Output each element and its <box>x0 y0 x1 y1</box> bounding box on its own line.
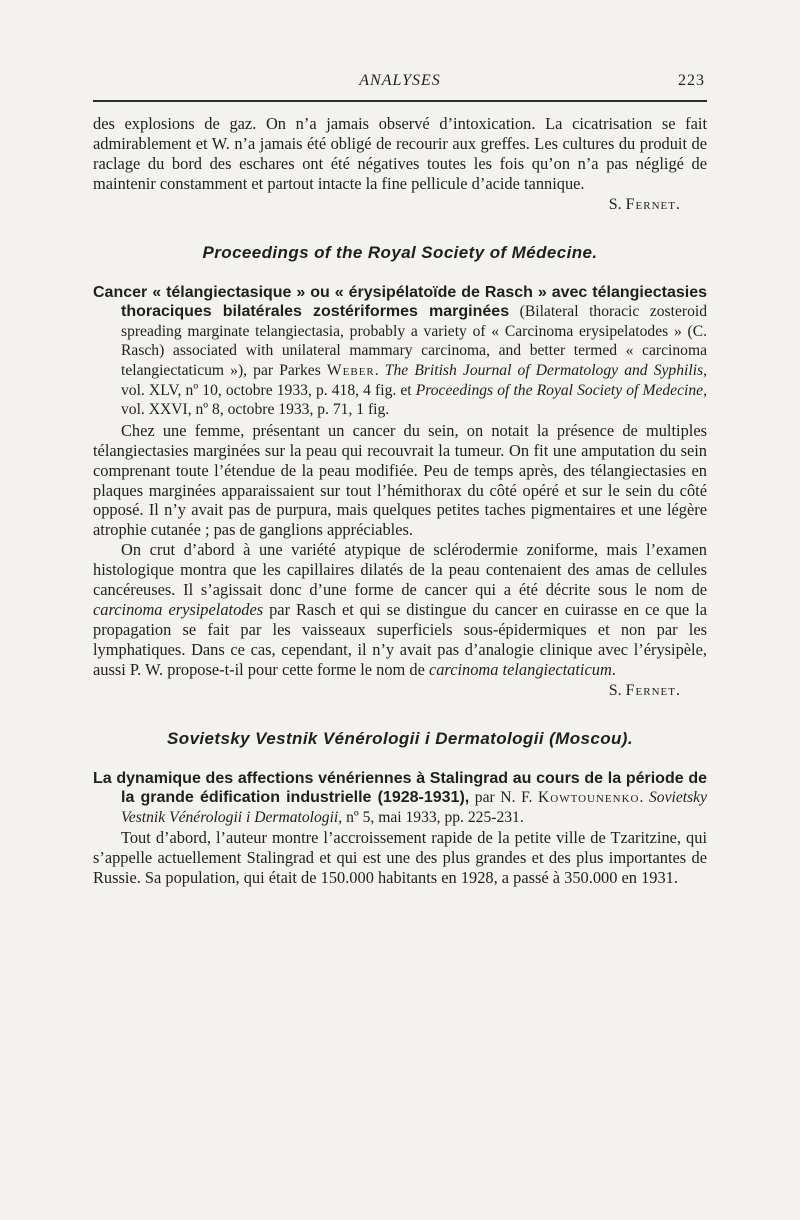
article-ref-2: , vol. XXVI, nº 8, octobre 1933, p. 71, 1 fig. <box>121 381 707 419</box>
paragraph-text: On crut d’abord à une variété atypique de sclérodermie zoniforme, mais l’examen histologique montra que les capillaires dilatés de la peau contenaient des amas de cellules cancéreuses. Il s’agissait donc d’une forme de cancer qui a été décrite sous le nom de <box>93 540 707 600</box>
signature-initial: S. <box>608 681 626 699</box>
article-journal-2: Proceedings of the Royal Society of Medecine <box>415 381 704 399</box>
journal-heading-royal-society: Proceedings of the Royal Society of Médecine. <box>202 242 598 262</box>
intro-signature <box>93 195 707 215</box>
article-title: La dynamique des affections vénériennes à Stalingrad au cours de la période de la grande édification industrielle (1928-1931), <box>93 769 707 807</box>
article-after-author: . <box>639 789 649 807</box>
body-paragraph: Chez une femme, présentant un cancer du sein, on notait la présence de multiples télangiectasies marginées sur la peau qui recouvrait la tumeur. On fit une amputation du sein comprenant toute l’étendue de la peau modifiée. Peu de temps après, des télangiectasies en plaques marginées apparaissaient sur tout l’hémithorax du côté opéré et sur le sein du côté opposé. Il n’y avait pas de purpura, mais quelques petites taches pigmentaires et une légère atrophie cutanée ; pas de ganglions appréciables. <box>93 420 707 540</box>
article-entry-cancer <box>93 283 707 420</box>
article-ref-1: , vol. XLV, nº 10, octobre 1933, p. 418, 4 fig. et <box>121 362 707 399</box>
running-title: ANALYSES <box>359 72 441 89</box>
signature-name: Fernet. <box>625 681 681 699</box>
article-entry-stalingrad <box>93 769 707 828</box>
article-journal: Sovietsky Vestnik Vénérologii i Dermatologii <box>121 789 707 826</box>
intro-paragraph: des explosions de gaz. On n’a jamais observé d’intoxication. La cicatrisation se fait admirablement et W. n’a jamais été obligé de recourir aux greffes. Les cultures du produit de raclage du bord des eschares ont été négatives toutes les fois qu’on n’a pas négligé de maintenir constamment et partout intacte la fine pellicule d’acide tannique. <box>93 114 707 193</box>
signature-name: Fernet. <box>625 195 681 213</box>
article-author: Weber <box>326 362 375 379</box>
paragraph-text: . <box>611 659 616 679</box>
journal-heading-sovietsky: Sovietsky Vestnik Vénérologii i Dermatologii (Moscou). <box>167 728 633 748</box>
page-header <box>93 70 707 94</box>
paragraph-italic: carcinoma erysipelatodes <box>93 599 264 619</box>
page-number: 223 <box>678 72 705 89</box>
article-author: Kowtounenko <box>537 789 640 807</box>
paragraph-italic: carcinoma telangiectaticum <box>428 659 612 679</box>
paragraph-text: par Rasch et qui se distingue du cancer en cuirasse en ce que la propagation se fait par les vaisseaux superficiels sous-épidermiques et non par les lymphatiques. Dans ce cas, cependant, il n’y avait pas d’analogie clinique avec l’érysipèle, aussi P. W. propose-t-il pour cette forme le nom de <box>93 599 707 679</box>
signature-initial: S. <box>608 195 626 213</box>
body-paragraph <box>93 540 707 679</box>
article-ref: , nº 5, mai 1933, pp. 225-231. <box>338 808 524 826</box>
article-details: (Bilateral thoracic zosteroid spreading marginate telangiectasia, probably a variety of « Carcinoma erysipelatodes » (C. Rasch) associated with unilateral mammary carcinoma, and better termed « carcinoma telangiectaticum »), par Parkes <box>121 303 707 379</box>
article-journal-1: The British Journal of Dermatology and Syphilis <box>384 362 704 379</box>
section1-signature <box>93 681 707 701</box>
article-title: Cancer « télangiectasique » ou « érysipélatoïde de Rasch » avec télangiectasies thoraciques bilatérales zostériformes marginées <box>93 283 707 321</box>
article-par: par N. F. <box>469 789 538 807</box>
article-after-author: . <box>374 362 385 379</box>
body-paragraph: Tout d’abord, l’auteur montre l’accroissement rapide de la petite ville de Tzaritzine, qui s’appelle actuellement Stalingrad et qui est une des plus grandes et des plus importantes de Russie. Sa population, qui était de 150.000 habitants en 1928, a passé à 350.000 en 1931. <box>93 828 707 888</box>
header-rule <box>93 100 707 102</box>
page <box>93 70 707 888</box>
